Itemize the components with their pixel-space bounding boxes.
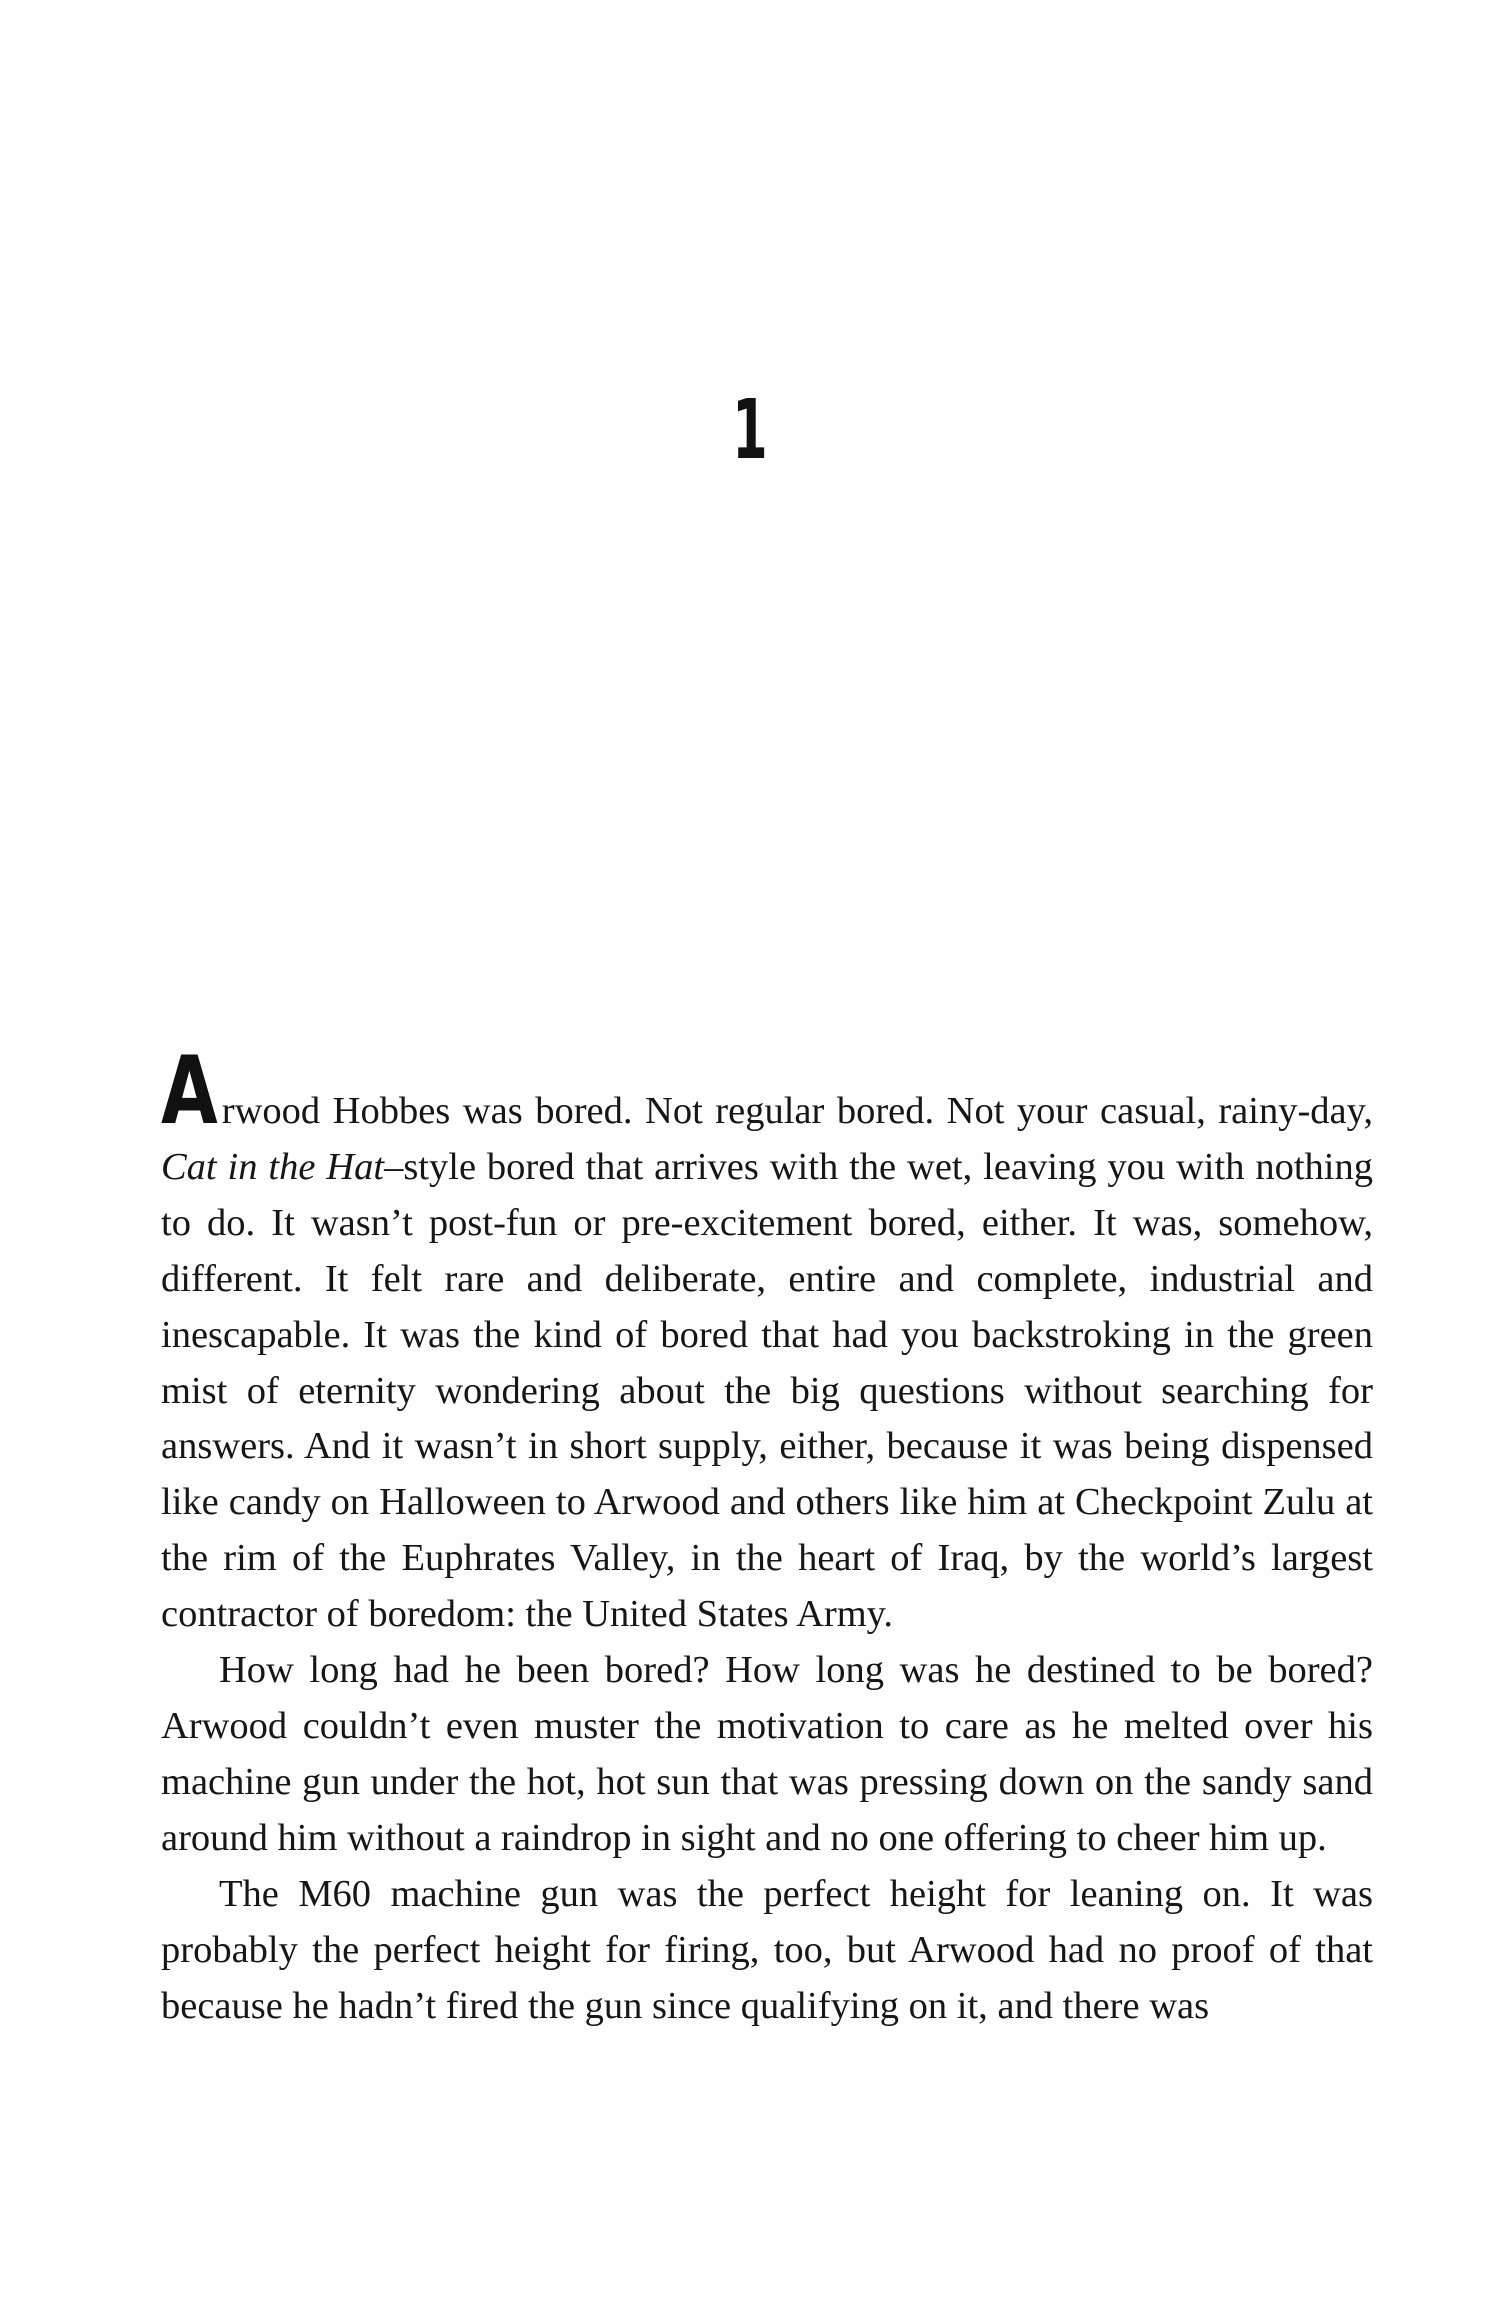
drop-cap: A — [161, 1037, 218, 1146]
book-title-italic: Cat in the Hat — [161, 1145, 385, 1188]
paragraph-1 — [161, 1037, 1373, 1643]
chapter-body — [161, 1037, 1373, 2034]
paragraph-1-text-b: –style bored that arrives with the wet, leaving you with nothing to do. It wasn’t post-fun or pre-excitement bored, either. It was, somehow, different. It felt rare and deliberate, entire and complete, industrial and inescapable. It was the kind of bored that had you backstroking in the green mist of eternity wondering about the big questions without searching for answers. And it wasn’t in short supply, either, because it was being dispensed like candy on Halloween to Arwood and others like him at Checkpoint Zulu at the rim of the Euphrates Valley, in the heart of Iraq, by the world’s largest contractor of boredom: the United States Army. — [161, 1145, 1373, 1636]
paragraph-3: The M60 machine gun was the perfect height for leaning on. It was probably the perfect height for firing, too, but Arwood had no proof of that because he hadn’t fired the gun since qualifying on it, and there was — [161, 1872, 1373, 2027]
paragraph-1-text-a: rwood Hobbes was bored. Not regular bored. Not your casual, rainy-day, — [221, 1090, 1373, 1132]
chapter-number: 1 — [732, 383, 768, 478]
paragraph-2: How long had he been bored? How long was he destined to be bored? Arwood couldn’t even muster the motivation to care as he melted over his machine gun under the hot, hot sun that was pressing down on the sandy sand around him without a raindrop in sight and no one offering to cheer him up. — [161, 1649, 1373, 1859]
